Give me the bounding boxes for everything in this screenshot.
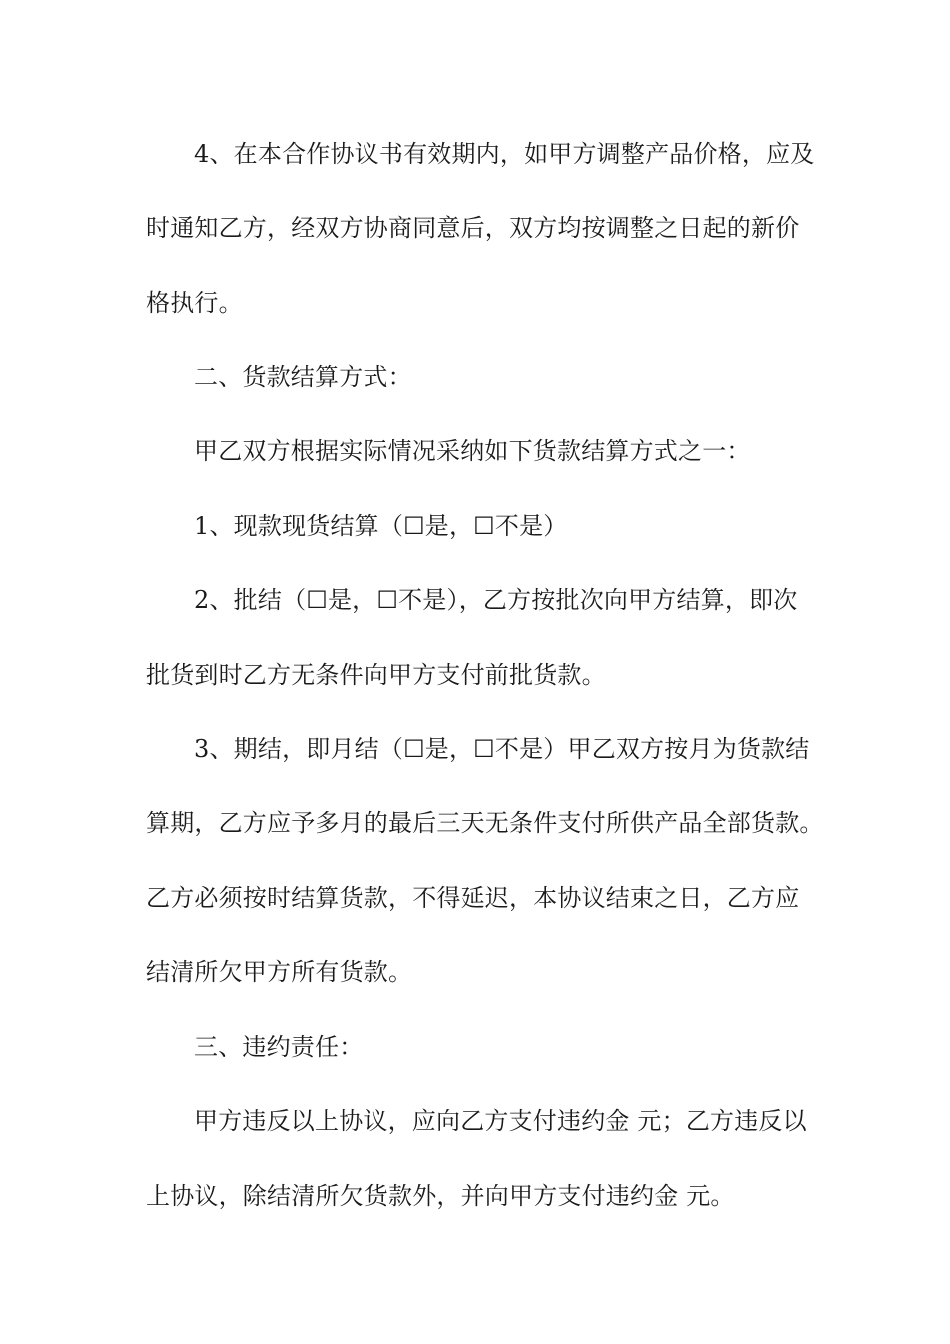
list-item: 1、现款现货结算（☐是，☐不是） (194, 512, 568, 540)
paragraph-line: 时通知乙方，经双方协商同意后，双方均按调整之日起的新价 (146, 214, 800, 242)
paragraph-line: 批货到时乙方无条件向甲方支付前批货款。 (146, 661, 606, 689)
paragraph-line: 格执行。 (146, 289, 243, 317)
paragraph-line: 甲乙双方根据实际情况采纳如下货款结算方式之一： (194, 437, 751, 465)
paragraph-line: 乙方必须按时结算货款，不得延迟，本协议结束之日，乙方应 (146, 884, 800, 912)
section-heading: 三、违约责任： (194, 1033, 364, 1061)
paragraph-line: 算期，乙方应予多月的最后三天无条件支付所供产品全部货款。 (146, 809, 824, 837)
paragraph-line: 甲方违反以上协议，应向乙方支付违约金 元；乙方违反以 (194, 1107, 807, 1135)
list-item: 3、期结，即月结（☐是，☐不是）甲乙双方按月为货款结 (194, 735, 810, 763)
paragraph-line: 上协议，除结清所欠货款外，并向甲方支付违约金 元。 (146, 1182, 735, 1210)
list-item: 2、批结（☐是，☐不是），乙方按批次向甲方结算，即次 (194, 586, 798, 614)
paragraph-line: 4、在本合作协议书有效期内，如甲方调整产品价格，应及 (194, 140, 815, 168)
section-heading: 二、货款结算方式： (194, 363, 412, 391)
paragraph-line: 结清所欠甲方所有货款。 (146, 958, 413, 986)
